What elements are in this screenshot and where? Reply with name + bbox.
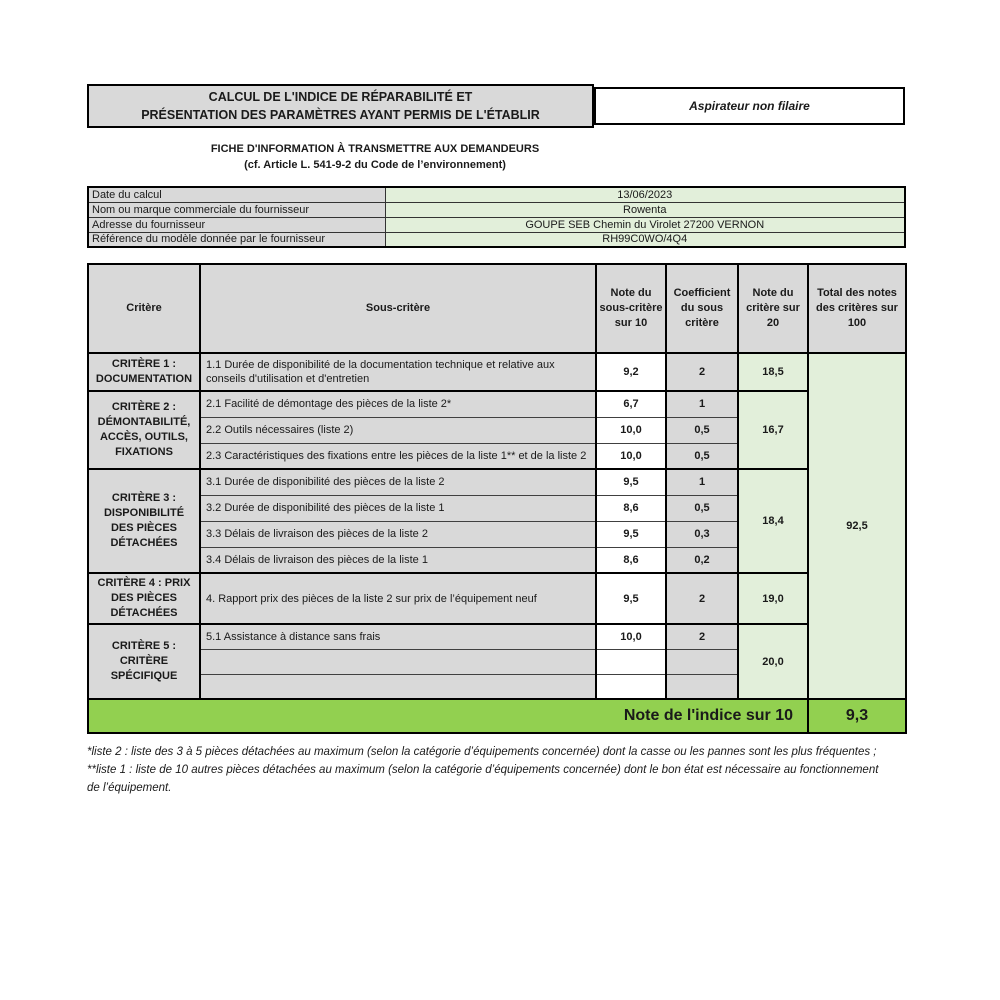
criterion-score-cell: 16,7 (738, 391, 808, 469)
criterion-score-cell: 19,0 (738, 573, 808, 624)
sub-criterion-cell: 2.1 Facilité de démontage des pièces de la liste 2* (200, 391, 596, 417)
sub-score-cell: 8,6 (596, 495, 666, 521)
sub-criterion-cell: 5.1 Assistance à distance sans frais (200, 624, 596, 649)
total-score-cell: 92,5 (808, 353, 906, 699)
col-header-sub-score: Note du sous-critère sur 10 (596, 264, 666, 353)
supplier-info-table (87, 186, 906, 248)
sub-criterion-cell: 3.3 Délais de livraison des pièces de la liste 2 (200, 521, 596, 547)
criterion-2-cell: CRITÈRE 2 : DÉMONTABILITÉ, ACCÈS, OUTILS, FIXATIONS (88, 391, 200, 469)
info-label: Adresse du fournisseur (88, 217, 385, 232)
info-value: 13/06/2023 (385, 187, 905, 202)
info-value: RH99C0WO/4Q4 (385, 232, 905, 247)
info-label: Référence du modèle donnée par le fournisseur (88, 232, 385, 247)
table-row (88, 469, 906, 495)
document-title-box (87, 84, 594, 128)
score-table (87, 263, 907, 734)
coefficient-cell: 2 (666, 353, 738, 391)
header (87, 84, 905, 128)
col-header-criterion-score: Note du critère sur 20 (738, 264, 808, 353)
criterion-score-cell: 20,0 (738, 624, 808, 699)
sub-criterion-cell: 2.3 Caractéristiques des fixations entre les pièces de la liste 1** et de la liste 2 (200, 443, 596, 469)
info-row-model-ref (88, 232, 905, 247)
table-row (88, 573, 906, 624)
sub-score-cell: 9,2 (596, 353, 666, 391)
footnotes (87, 743, 889, 797)
col-header-coefficient: Coefficient du sous critère (666, 264, 738, 353)
title-line-1: CALCUL DE L'INDICE DE RÉPARABILITÉ ET (208, 90, 473, 104)
info-value: GOUPE SEB Chemin du Virolet 27200 VERNON (385, 217, 905, 232)
criterion-4-cell: CRITÈRE 4 : PRIX DES PIÈCES DÉTACHÉES (88, 573, 200, 624)
sub-score-cell: 10,0 (596, 417, 666, 443)
info-row-date (88, 187, 905, 202)
sub-score-cell: 9,5 (596, 573, 666, 624)
col-header-total: Total des notes des critères sur 100 (808, 264, 906, 353)
criterion-1-cell: CRITÈRE 1 : DOCUMENTATION (88, 353, 200, 391)
coefficient-cell: 2 (666, 624, 738, 649)
sub-score-cell: 8,6 (596, 547, 666, 573)
title-line-2: PRÉSENTATION DES PARAMÈTRES AYANT PERMIS DE L'ÉTABLIR (141, 108, 540, 122)
sub-score-cell: 6,7 (596, 391, 666, 417)
sub-criterion-cell: 3.1 Durée de disponibilité des pièces de la liste 2 (200, 469, 596, 495)
coefficient-cell-empty (666, 649, 738, 674)
footnote-list-2: *liste 2 : liste des 3 à 5 pièces détachées au maximum (selon la catégorie d’équipements concernée) dont la casse ou les pannes sont les plus fréquentes ; (87, 746, 877, 758)
coefficient-cell: 0,3 (666, 521, 738, 547)
coefficient-cell-empty (666, 674, 738, 699)
coefficient-cell: 1 (666, 391, 738, 417)
info-label: Nom ou marque commerciale du fournisseur (88, 202, 385, 217)
info-row-address (88, 217, 905, 232)
sub-criterion-cell-empty (200, 674, 596, 699)
coefficient-cell: 0,5 (666, 443, 738, 469)
subtitle-line-2: (cf. Article L. 541-9-2 du Code de l’environnement) (244, 159, 506, 171)
sub-criterion-cell: 4. Rapport prix des pièces de la liste 2 sur prix de l’équipement neuf (200, 573, 596, 624)
coefficient-cell: 2 (666, 573, 738, 624)
table-row (88, 353, 906, 391)
sub-criterion-cell-empty (200, 649, 596, 674)
info-row-brand (88, 202, 905, 217)
sub-score-cell: 10,0 (596, 624, 666, 649)
product-type-label: Aspirateur non filaire (689, 99, 810, 113)
sub-criterion-cell: 3.2 Durée de disponibilité des pièces de la liste 1 (200, 495, 596, 521)
table-row (88, 624, 906, 649)
subtitle-line-1: FICHE D'INFORMATION À TRANSMETTRE AUX DEMANDEURS (210, 143, 540, 155)
final-index-label: Note de l'indice sur 10 (88, 699, 808, 733)
criterion-3-cell: CRITÈRE 3 : DISPONIBILITÉ DES PIÈCES DÉTACHÉES (88, 469, 200, 573)
sub-criterion-cell: 1.1 Durée de disponibilité de la documentation technique et relative aux conseils d'utilisation et d'entretien (200, 353, 596, 391)
sub-score-cell: 10,0 (596, 443, 666, 469)
sub-score-cell-empty (596, 674, 666, 699)
footnote-list-1: **liste 1 : liste de 10 autres pièces détachées au maximum (selon la catégorie d’équipements concernée) dont le bon état est nécessaire au fonctionnement de l’équipement. (87, 764, 879, 794)
coefficient-cell: 0,5 (666, 495, 738, 521)
sub-score-cell: 9,5 (596, 469, 666, 495)
coefficient-cell: 1 (666, 469, 738, 495)
final-index-row (88, 699, 906, 733)
sub-criterion-cell: 3.4 Délais de livraison des pièces de la liste 1 (200, 547, 596, 573)
table-row (88, 391, 906, 417)
criterion-5-cell: CRITÈRE 5 : CRITÈRE SPÉCIFIQUE (88, 624, 200, 699)
info-value: Rowenta (385, 202, 905, 217)
info-label: Date du calcul (88, 187, 385, 202)
criterion-score-cell: 18,5 (738, 353, 808, 391)
coefficient-cell: 0,5 (666, 417, 738, 443)
sub-score-cell-empty (596, 649, 666, 674)
subtitle (87, 141, 663, 173)
col-header-sub-criterion: Sous-critère (200, 264, 596, 353)
score-table-header-row (88, 264, 906, 353)
sub-criterion-cell: 2.2 Outils nécessaires (liste 2) (200, 417, 596, 443)
sub-score-cell: 9,5 (596, 521, 666, 547)
final-index-value: 9,3 (808, 699, 906, 733)
col-header-criterion: Critère (88, 264, 200, 353)
product-type-box (594, 87, 905, 125)
criterion-score-cell: 18,4 (738, 469, 808, 573)
coefficient-cell: 0,2 (666, 547, 738, 573)
